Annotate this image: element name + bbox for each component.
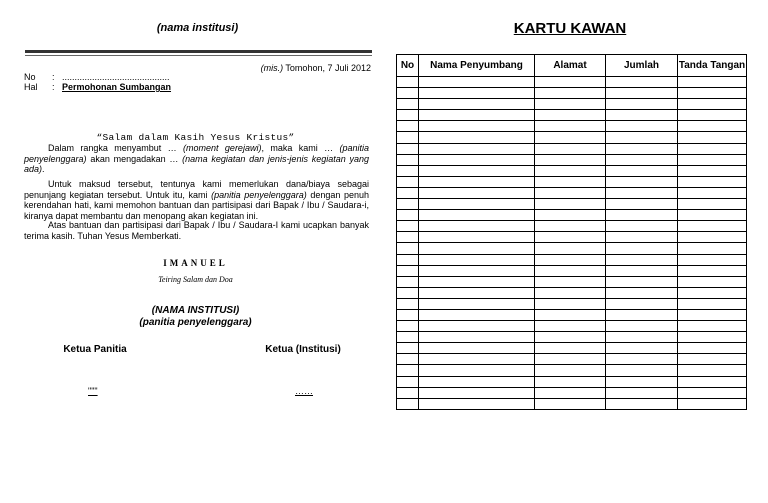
table-cell: [678, 343, 747, 354]
table-cell: [678, 365, 747, 376]
table-cell: [397, 187, 419, 198]
hal-colon: :: [52, 82, 55, 92]
p1-a: Dalam rangka menyambut …: [48, 143, 184, 153]
table-cell: [397, 298, 419, 309]
table-cell: [397, 77, 419, 88]
table-cell: [419, 309, 535, 320]
table-cell: [397, 398, 419, 409]
table-cell: [606, 332, 678, 343]
table-cell: [606, 143, 678, 154]
table-row: [397, 210, 747, 221]
table-cell: [678, 232, 747, 243]
table-cell: [419, 332, 535, 343]
table-cell: [535, 154, 606, 165]
table-row: [397, 376, 747, 387]
table-cell: [535, 232, 606, 243]
table-row: [397, 276, 747, 287]
table-cell: [606, 276, 678, 287]
table-cell: [535, 132, 606, 143]
table-cell: [535, 265, 606, 276]
table-cell: [397, 88, 419, 99]
table-cell: [606, 254, 678, 265]
table-cell: [419, 199, 535, 210]
p2-c: dengan penuh kerendahan hati, kami memohon bantuan dan partisipasi dari Bapak / Ibu / Saudara-i, kiranya dapat membantu dan menopang akan kegiatan ini.: [24, 189, 369, 221]
table-cell: [606, 287, 678, 298]
table-cell: [419, 88, 535, 99]
table-cell: [535, 276, 606, 287]
table-row: [397, 176, 747, 187]
table-cell: [606, 354, 678, 365]
col-address: Alamat: [535, 55, 606, 77]
table-cell: [678, 309, 747, 320]
table-cell: [678, 298, 747, 309]
table-cell: [678, 221, 747, 232]
closing-sub: Teiring Salam dan Doa: [158, 275, 233, 284]
table-cell: [606, 243, 678, 254]
place-date-text: Tomohon, 7 Juli 2012: [283, 63, 371, 73]
table-cell: [419, 387, 535, 398]
table-cell: [606, 398, 678, 409]
table-cell: [419, 354, 535, 365]
table-cell: [419, 110, 535, 121]
table-cell: [419, 121, 535, 132]
table-cell: [678, 376, 747, 387]
table-row: [397, 265, 747, 276]
table-cell: [397, 143, 419, 154]
table-row: [397, 121, 747, 132]
table-cell: [678, 254, 747, 265]
table-row: [397, 309, 747, 320]
table-cell: [606, 298, 678, 309]
table-cell: [678, 132, 747, 143]
table-cell: [535, 165, 606, 176]
table-cell: [606, 343, 678, 354]
table-cell: [397, 221, 419, 232]
table-cell: [535, 110, 606, 121]
table-cell: [535, 321, 606, 332]
table-cell: [535, 77, 606, 88]
table-cell: [606, 121, 678, 132]
table-cell: [535, 99, 606, 110]
p1-b: (moment gerejawi): [183, 143, 262, 153]
table-cell: [419, 376, 535, 387]
table-cell: [419, 287, 535, 298]
paragraph-3: [24, 220, 369, 241]
table-row: [397, 387, 747, 398]
table-cell: [397, 332, 419, 343]
paragraph-2: [24, 179, 369, 221]
table-cell: [419, 210, 535, 221]
table-cell: [535, 187, 606, 198]
table-cell: [535, 332, 606, 343]
table-cell: [535, 143, 606, 154]
table-row: [397, 199, 747, 210]
table-cell: [397, 365, 419, 376]
table-cell: [419, 232, 535, 243]
place-date: [261, 63, 371, 73]
table-cell: [419, 132, 535, 143]
table-cell: [419, 77, 535, 88]
greeting: “Salam dalam Kasih Yesus Kristus”: [96, 132, 295, 143]
table-body: [397, 77, 747, 410]
table-cell: [678, 143, 747, 154]
table-cell: [535, 376, 606, 387]
table-cell: [606, 77, 678, 88]
table-cell: [678, 176, 747, 187]
table-cell: [678, 154, 747, 165]
table-cell: [397, 321, 419, 332]
table-cell: [535, 121, 606, 132]
table-row: [397, 187, 747, 198]
col-amount: Jumlah: [606, 55, 678, 77]
table-cell: [535, 343, 606, 354]
table-cell: [419, 254, 535, 265]
table-cell: [606, 221, 678, 232]
table-cell: [397, 165, 419, 176]
table-cell: [678, 387, 747, 398]
table-cell: [678, 354, 747, 365]
table-row: [397, 221, 747, 232]
sign-left-title: Ketua Panitia: [63, 344, 127, 355]
table-row: [397, 343, 747, 354]
org-sub: (panitia penyelenggara): [139, 317, 252, 328]
table-cell: [678, 265, 747, 276]
table-cell: [606, 165, 678, 176]
table-cell: [419, 298, 535, 309]
table-cell: [535, 88, 606, 99]
hal-value: Permohonan Sumbangan: [62, 82, 172, 92]
p2-a: Untuk maksud tersebut, tentunya kami memerlukan dana/biaya sebagai penunjang kegiatan tersebut. Untuk itu, kami: [24, 179, 369, 200]
table-cell: [535, 254, 606, 265]
table-cell: [535, 199, 606, 210]
table-cell: [678, 243, 747, 254]
table-cell: [419, 221, 535, 232]
table-cell: [606, 154, 678, 165]
table-row: [397, 298, 747, 309]
table-row: [397, 154, 747, 165]
table-cell: [678, 165, 747, 176]
table-cell: [606, 88, 678, 99]
table-cell: [419, 187, 535, 198]
table-cell: [397, 110, 419, 121]
table-cell: [397, 354, 419, 365]
table-cell: [678, 77, 747, 88]
closing-name: IMANUEL: [163, 258, 228, 268]
table-cell: [419, 243, 535, 254]
table-cell: [535, 176, 606, 187]
table-cell: [397, 243, 419, 254]
table-cell: [397, 121, 419, 132]
table-cell: [397, 232, 419, 243]
table-row: [397, 321, 747, 332]
table-cell: [419, 176, 535, 187]
table-row: [397, 332, 747, 343]
sign-left-line: """: [88, 386, 98, 396]
table-cell: [397, 199, 419, 210]
table-cell: [419, 143, 535, 154]
header-rule-thick: [25, 50, 372, 53]
p1-g: .: [42, 164, 45, 174]
table-cell: [535, 221, 606, 232]
table-cell: [397, 309, 419, 320]
table-row: [397, 88, 747, 99]
table-cell: [606, 265, 678, 276]
table-cell: [678, 398, 747, 409]
p3-text: Atas bantuan dan partisipasi dari Bapak / Ibu / Saudara-I kami ucapkan banyak terima kasih. Tuhan Yesus Memberkati.: [24, 220, 369, 241]
card-title: KARTU KAWAN: [513, 20, 627, 37]
table-cell: [606, 132, 678, 143]
p2-b: (panitia penyelenggara): [211, 189, 307, 200]
table-cell: [678, 110, 747, 121]
table-cell: [397, 176, 419, 187]
table-row: [397, 165, 747, 176]
table-row: [397, 99, 747, 110]
table-cell: [419, 365, 535, 376]
col-name: Nama Penyumbang: [419, 55, 535, 77]
table-row: [397, 287, 747, 298]
table-cell: [419, 343, 535, 354]
table-cell: [535, 210, 606, 221]
hal-label: Hal: [24, 82, 38, 92]
place-date-prefix: (mis.): [260, 63, 284, 73]
table-cell: [419, 99, 535, 110]
table-cell: [678, 276, 747, 287]
no-label: No: [24, 72, 36, 82]
table-cell: [678, 321, 747, 332]
donor-table: [396, 54, 747, 410]
table-cell: [678, 88, 747, 99]
table-cell: [397, 132, 419, 143]
no-value: ...........................................: [62, 72, 170, 82]
table-cell: [606, 309, 678, 320]
table-cell: [678, 187, 747, 198]
table-cell: [606, 232, 678, 243]
table-row: [397, 254, 747, 265]
table-row: [397, 110, 747, 121]
table-cell: [606, 187, 678, 198]
table-cell: [397, 387, 419, 398]
table-cell: [397, 99, 419, 110]
table-row: [397, 243, 747, 254]
table-cell: [535, 354, 606, 365]
table-cell: [606, 176, 678, 187]
table-cell: [419, 321, 535, 332]
p1-d: (panitia penyelenggara): [24, 143, 369, 164]
table-cell: [397, 210, 419, 221]
table-cell: [678, 210, 747, 221]
table-cell: [535, 398, 606, 409]
org-name: (NAMA INSTITUSI): [151, 305, 240, 316]
table-cell: [397, 343, 419, 354]
p1-c: , maka kami …: [261, 143, 340, 153]
table-row: [397, 398, 747, 409]
p1-f: (nama kegiatan dan jenis-jenis kegiatan yang ada): [24, 153, 369, 174]
table-cell: [535, 243, 606, 254]
table-cell: [419, 154, 535, 165]
table-cell: [397, 287, 419, 298]
sign-right-title: Ketua (Institusi): [265, 344, 341, 355]
table-cell: [606, 365, 678, 376]
table-cell: [606, 99, 678, 110]
table-cell: [397, 376, 419, 387]
table-cell: [397, 276, 419, 287]
table-cell: [606, 210, 678, 221]
table-row: [397, 354, 747, 365]
table-cell: [535, 287, 606, 298]
table-cell: [678, 121, 747, 132]
no-colon: :: [52, 72, 55, 82]
table-cell: [606, 376, 678, 387]
table-cell: [606, 321, 678, 332]
col-no: No: [397, 55, 419, 77]
table-cell: [535, 387, 606, 398]
table-cell: [678, 99, 747, 110]
table-row: [397, 77, 747, 88]
table-cell: [678, 332, 747, 343]
paragraph-1: [24, 143, 369, 175]
p1-e: akan mengadakan …: [86, 153, 183, 164]
col-signature: Tanda Tangan: [678, 55, 747, 77]
header-rule-thin: [25, 55, 372, 56]
table-row: [397, 132, 747, 143]
table-cell: [397, 254, 419, 265]
institution-header: (nama institusi): [156, 22, 239, 34]
table-cell: [397, 154, 419, 165]
table-cell: [606, 387, 678, 398]
table-cell: [419, 265, 535, 276]
table-row: [397, 365, 747, 376]
table-row: [397, 143, 747, 154]
table-cell: [419, 276, 535, 287]
table-cell: [419, 165, 535, 176]
table-cell: [606, 110, 678, 121]
table-cell: [678, 199, 747, 210]
table-cell: [606, 199, 678, 210]
table-cell: [419, 398, 535, 409]
table-cell: [535, 298, 606, 309]
table-cell: [535, 365, 606, 376]
table-cell: [678, 287, 747, 298]
table-header-row: [397, 55, 747, 77]
table-row: [397, 232, 747, 243]
sign-right-line: ……: [295, 386, 313, 396]
table-cell: [397, 265, 419, 276]
table-cell: [535, 309, 606, 320]
